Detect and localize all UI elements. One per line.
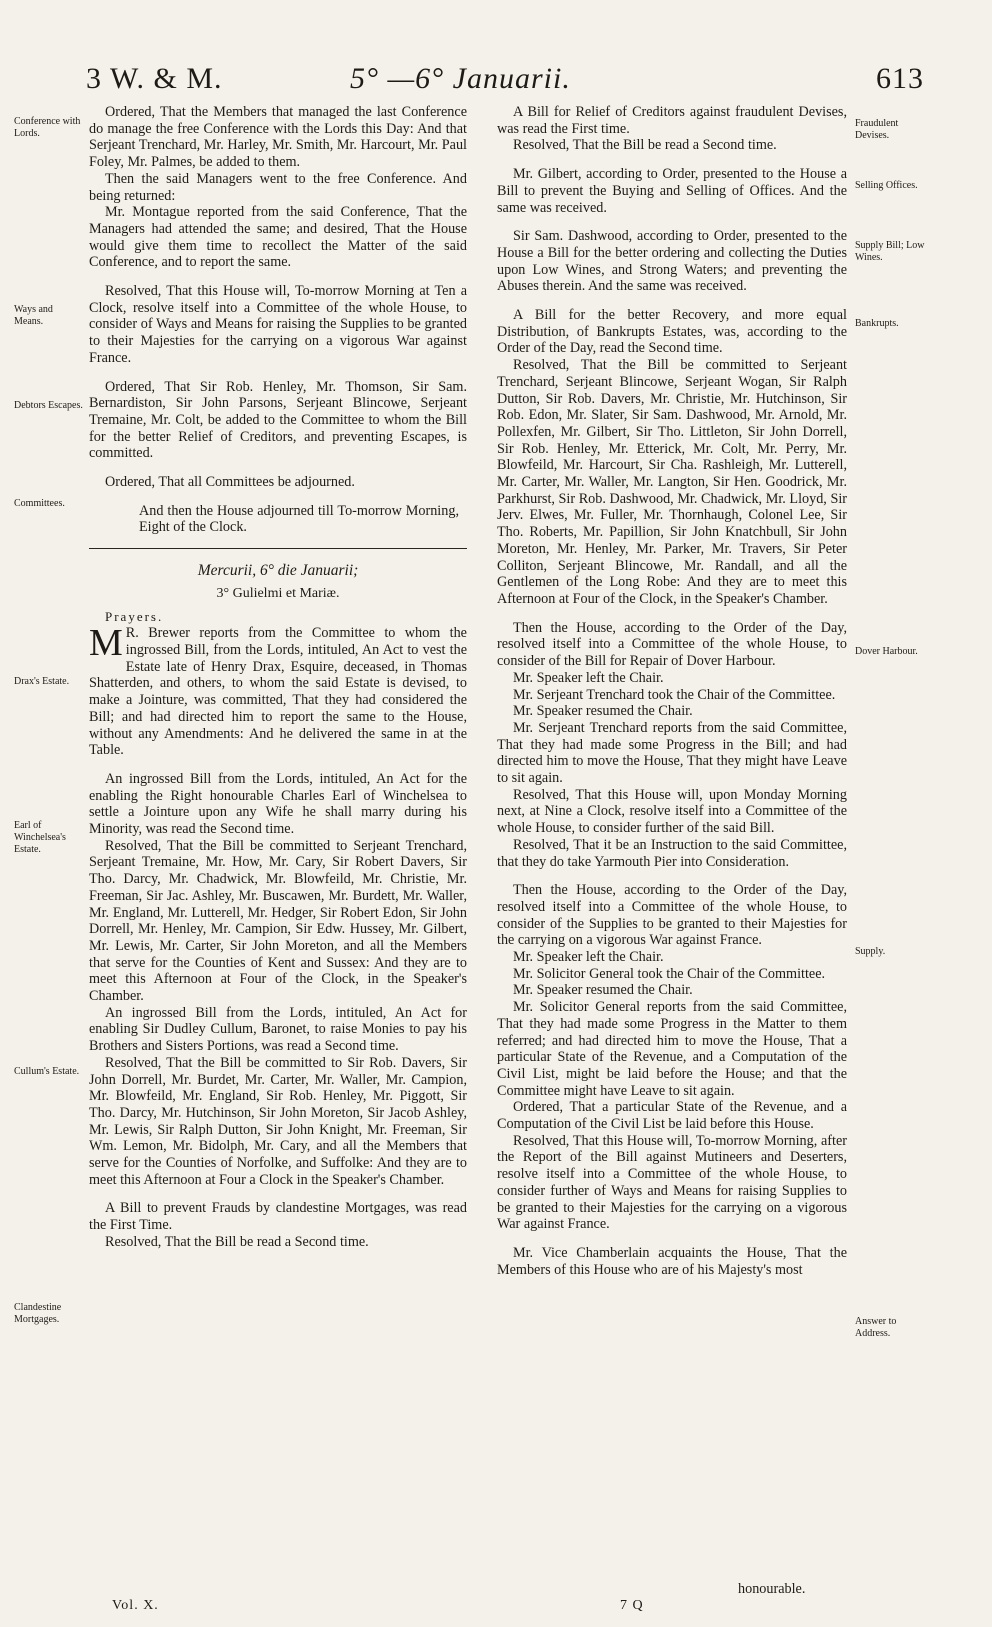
margin-note: Drax's Estate.	[14, 676, 70, 687]
paragraph: Mr. Serjeant Trenchard reports from the said Committee, That they had made some Progress in the Bill; and had directed him to move the House, That they might have Leave to sit again.	[497, 719, 847, 787]
paragraph: An ingrossed Bill from the Lords, intituled, An Act for the enabling the Right honourable Charles Earl of Winchelsea to settle a Jointure upon any Wife he shall marry during his Minority, was read the Second time.	[89, 770, 467, 838]
paragraph: Sir Sam. Dashwood, according to Order, presented to the House a Bill for the better ordering and collecting the Duties upon Low Wines, and Strong Waters; and preventing the Abuses therein. And the same was received.	[497, 228, 847, 295]
day-heading: Mercurii, 6° die Januarii;	[197, 562, 359, 580]
drop-cap: M	[89, 622, 123, 665]
regnal-year: 3 W. & M.	[86, 62, 223, 95]
page-header	[0, 62, 992, 102]
paragraph: Mr. Speaker left the Chair.	[513, 949, 664, 966]
page-number: 613	[876, 62, 924, 95]
signature-mark: 7 Q	[620, 1598, 644, 1613]
paragraph: Resolved, That this House will, To-morrow Morning, after the Report of the Bill against Mutineers and Deserters, resolve itself into a Committee of the whole House, to consider further of Ways and Means for raising Supplies to be granted to their Majesties for the carrying on a vigorous War against France.	[497, 1132, 847, 1233]
margin-note: Committees.	[14, 498, 65, 509]
margin-note: Dover Harbour.	[855, 646, 918, 657]
paragraph: M R. Brewer reports from the Committee to whom the ingrossed Bill, from the Lords, intituled, An Act to vest the Estate late of Henry Drax, Esquire, deceased, in Thomas Shatterden, and others, to whom the said Estate is devised, to make a Jointure, was committed, That they had considered the Bill; and had directed him to report the same to the House, without any Amendments: And he delivered the same in at the Table.	[89, 622, 467, 759]
paragraph: Resolved, That this House will, upon Monday Morning next, at Nine a Clock, resolve itself into a Committee of the whole House, to consider further of the said Bill.	[497, 786, 847, 837]
left-column	[89, 104, 467, 1251]
paragraph: Ordered, That Sir Rob. Henley, Mr. Thomson, Sir Sam. Bernardiston, Sir John Parsons, Serjeant Blincowe, Serjeant Tremaine, Mr. Colt, be added to the Committee to whom the Bill for the better Relief of Creditors, and preventing Escapes, is committed.	[89, 378, 467, 462]
paragraph: Resolved, That the Bill be committed to Serjeant Trenchard, Serjeant Blincowe, Serjeant Wogan, Sir Ralph Dutton, Sir Rob. Davers, Mr. Christie, Mr. Hutchinson, Sir Rob. Edon, Mr. Slater, Sir Sam. Dashwood, Mr. Arnold, Mr. Pollexfen, Mr. Gilbert, Sir Tho. Littleton, Sir John Dorrell, Sir Rob. Henley, Mr. Etterick, Mr. Colt, Mr. Perry, Mr. Blowfeild, Mr. Harcourt, Sir Cha. Rashleigh, Mr. Lutterell, Mr. Carter, Mr. Waller, Mr. Langton, Sir Hen. Goodrick, Mr. Parkhurst, Sir Rob. Dashwood, Mr. Chadwick, Mr. Lloyd, Sir Jerv. Elwes, Mr. Fuller, Mr. Thornhaugh, Colonel Lee, Sir Tho. Roberts, Mr. Papillion, Sir John Knatchbull, Sir John Moreton, Mr. Henley, Mr. Parker, Mr. Travers, Sir Peter Colliton, Serjeant Blincowe, Mr. Randall, and all the Gentlemen of the Long Robe: And they are to meet this Afternoon at Four of the Clock, in the Speaker's Chamber.	[497, 357, 847, 607]
margin-note: Supply.	[855, 946, 886, 957]
margin-note: Fraudulent Devises.	[855, 118, 899, 141]
margin-note: Cullum's Estate.	[14, 1066, 80, 1077]
margin-note: Earl of Winchelsea's Estate.	[14, 820, 66, 855]
paragraph: Resolved, That the Bill be committed to Serjeant Trenchard, Serjeant Tremaine, Mr. How, Mr. Cary, Sir Robert Davers, Sir Tho. Darcy, Mr. Chadwick, Mr. Blowfeild, Mr. Christie, Mr. Freeman, Sir Jac. Ashley, Mr. Buscawen, Mr. Burdett, Mr. Waller, Mr. England, Mr. Lutterell, Mr. Hedger, Sir Robert Edon, Sir John Dorrell, Mr. Henley, Mr. Campion, Sir Edw. Hussey, Mr. Gilbert, Mr. Lewis, Mr. Carter, Sir John Moreton, and all the Members that serve for the Counties of Kent and Sussex: And they are to meet this Afternoon at Four of the Clock, in the Speaker's Chamber.	[89, 837, 467, 1005]
prayers-heading: Prayers.	[105, 608, 164, 624]
paragraph: Ordered, That all Committees be adjourned.	[105, 474, 355, 491]
paragraph: A Bill to prevent Frauds by clandestine Mortgages, was read the First Time.	[89, 1200, 467, 1234]
paragraph: Mr. Serjeant Trenchard took the Chair of the Committee.	[513, 686, 836, 703]
paragraph: Mr. Vice Chamberlain acquaints the House, That the Members of this House who are of his Majesty's most	[497, 1245, 847, 1278]
adjournment: And then the House adjourned till To-morrow Morning, Eight of the Clock.	[139, 502, 459, 536]
paragraph: Ordered, That a particular State of the Revenue, and a Computation of the Civil List be laid before this House.	[497, 1099, 847, 1133]
paragraph: Resolved, That the Bill be read a Second time.	[513, 137, 777, 154]
margin-note: Ways and Means.	[14, 304, 53, 327]
paragraph: Mr. Speaker left the Chair.	[513, 669, 664, 686]
paragraph: Mr. Montague reported from the said Conference, That the Managers had attended the same; and desired, That the House would give them time to recollect the Matter of the said Conference, and to report the same.	[89, 204, 467, 271]
paragraph: Resolved, That it be an Instruction to the said Committee, that they do take Yarmouth Pier into Consideration.	[497, 836, 847, 870]
margin-note: Selling Offices.	[855, 180, 918, 191]
paragraph: Mr. Solicitor General reports from the said Committee, That they had made some Progress in the Matter to them referred; and had directed him to move the House, That a particular State of the Revenue, and a Computation of the Civil List, might be laid before the House; and that the Committee might have Leave to sit again.	[497, 999, 847, 1099]
paragraph: A Bill for the better Recovery, and more equal Distribution, of Bankrupts Estates, was, according to the Order of the Day, read the Second time.	[497, 307, 847, 357]
paragraph: Then the House, according to the Order of the Day, resolved itself into a Committee of the whole House, to consider of the Supplies to be granted to their Majesties for the carrying on a vigorous War against France.	[497, 882, 847, 949]
margin-note: Debtors Escapes.	[14, 400, 83, 411]
catchword: honourable.	[738, 1581, 806, 1597]
section-divider	[89, 548, 467, 549]
right-column	[497, 104, 847, 1278]
paragraph: Resolved, That the Bill be committed to Sir Rob. Davers, Sir John Dorrell, Mr. Burdet, Mr. Carter, Mr. Waller, Mr. Campion, Mr. Blowfeild, Mr. England, Sir Rob. Henley, Mr. Piggott, Sir Tho. Darcy, Mr. Hutchinson, Sir John Moreton, Sir Jacob Ashley, Mr. Lewis, Sir Ralph Dutton, Sir John Knight, Mr. Freeman, Sir Wm. Lemon, Mr. Bidolph, Mr. Cary, and all the Members that serve for the Counties of Norfolke, and Suffolke: And they are to meet this Afternoon at Four a Clock in the Speaker's Chamber.	[89, 1054, 467, 1188]
margin-note: Conference with Lords.	[14, 116, 81, 139]
regnal-line: 3° Gulielmi et Mariæ.	[216, 585, 340, 601]
paragraph: Mr. Speaker resumed the Chair.	[513, 703, 693, 720]
paragraph: A Bill for Relief of Creditors against fraudulent Devises, was read the First time.	[497, 104, 847, 137]
paragraph: Mr. Speaker resumed the Chair.	[513, 982, 693, 999]
paragraph: Mr. Gilbert, according to Order, presented to the House a Bill to prevent the Buying and Selling of Offices. And the same was received.	[497, 166, 847, 216]
margin-note: Bankrupts.	[855, 318, 899, 329]
margin-note: Clandestine Mortgages.	[14, 1302, 62, 1325]
volume-mark: Vol. X.	[112, 1598, 159, 1613]
date-heading: 5° —6° Januarii.	[350, 62, 571, 95]
paragraph: An ingrossed Bill from the Lords, intituled, An Act for enabling Sir Dudley Cullum, Baronet, to raise Monies to pay his Brothers and Sisters Portions, was read a Second time.	[89, 1004, 467, 1055]
paragraph: Resolved, That this House will, To-morrow Morning at Ten a Clock, resolve itself into a Committee of the whole House, to consider of Ways and Means for raising the Supplies to be granted to their Majesties for the carrying on a vigorous War against France.	[89, 283, 467, 366]
margin-note: Supply Bill; Low Wines.	[855, 240, 925, 263]
margin-note: Answer to Address.	[855, 1316, 897, 1339]
paragraph: Then the House, according to the Order of the Day, resolved itself into a Committee of the whole House, to consider of the Bill for Repair of Dover Harbour.	[497, 619, 847, 670]
paragraph: Ordered, That the Members that managed the last Conference do manage the free Conference with the Lords this Day: And that Serjeant Trenchard, Mr. Harley, Mr. Smith, Mr. Harcourt, Mr. Paul Foley, Mr. Palmes, be added to them.	[89, 104, 467, 171]
paragraph: Resolved, That the Bill be read a Second time.	[105, 1233, 369, 1250]
paragraph: Mr. Solicitor General took the Chair of the Committee.	[513, 965, 826, 982]
paragraph: Then the said Managers went to the free Conference. And being returned:	[89, 170, 467, 204]
